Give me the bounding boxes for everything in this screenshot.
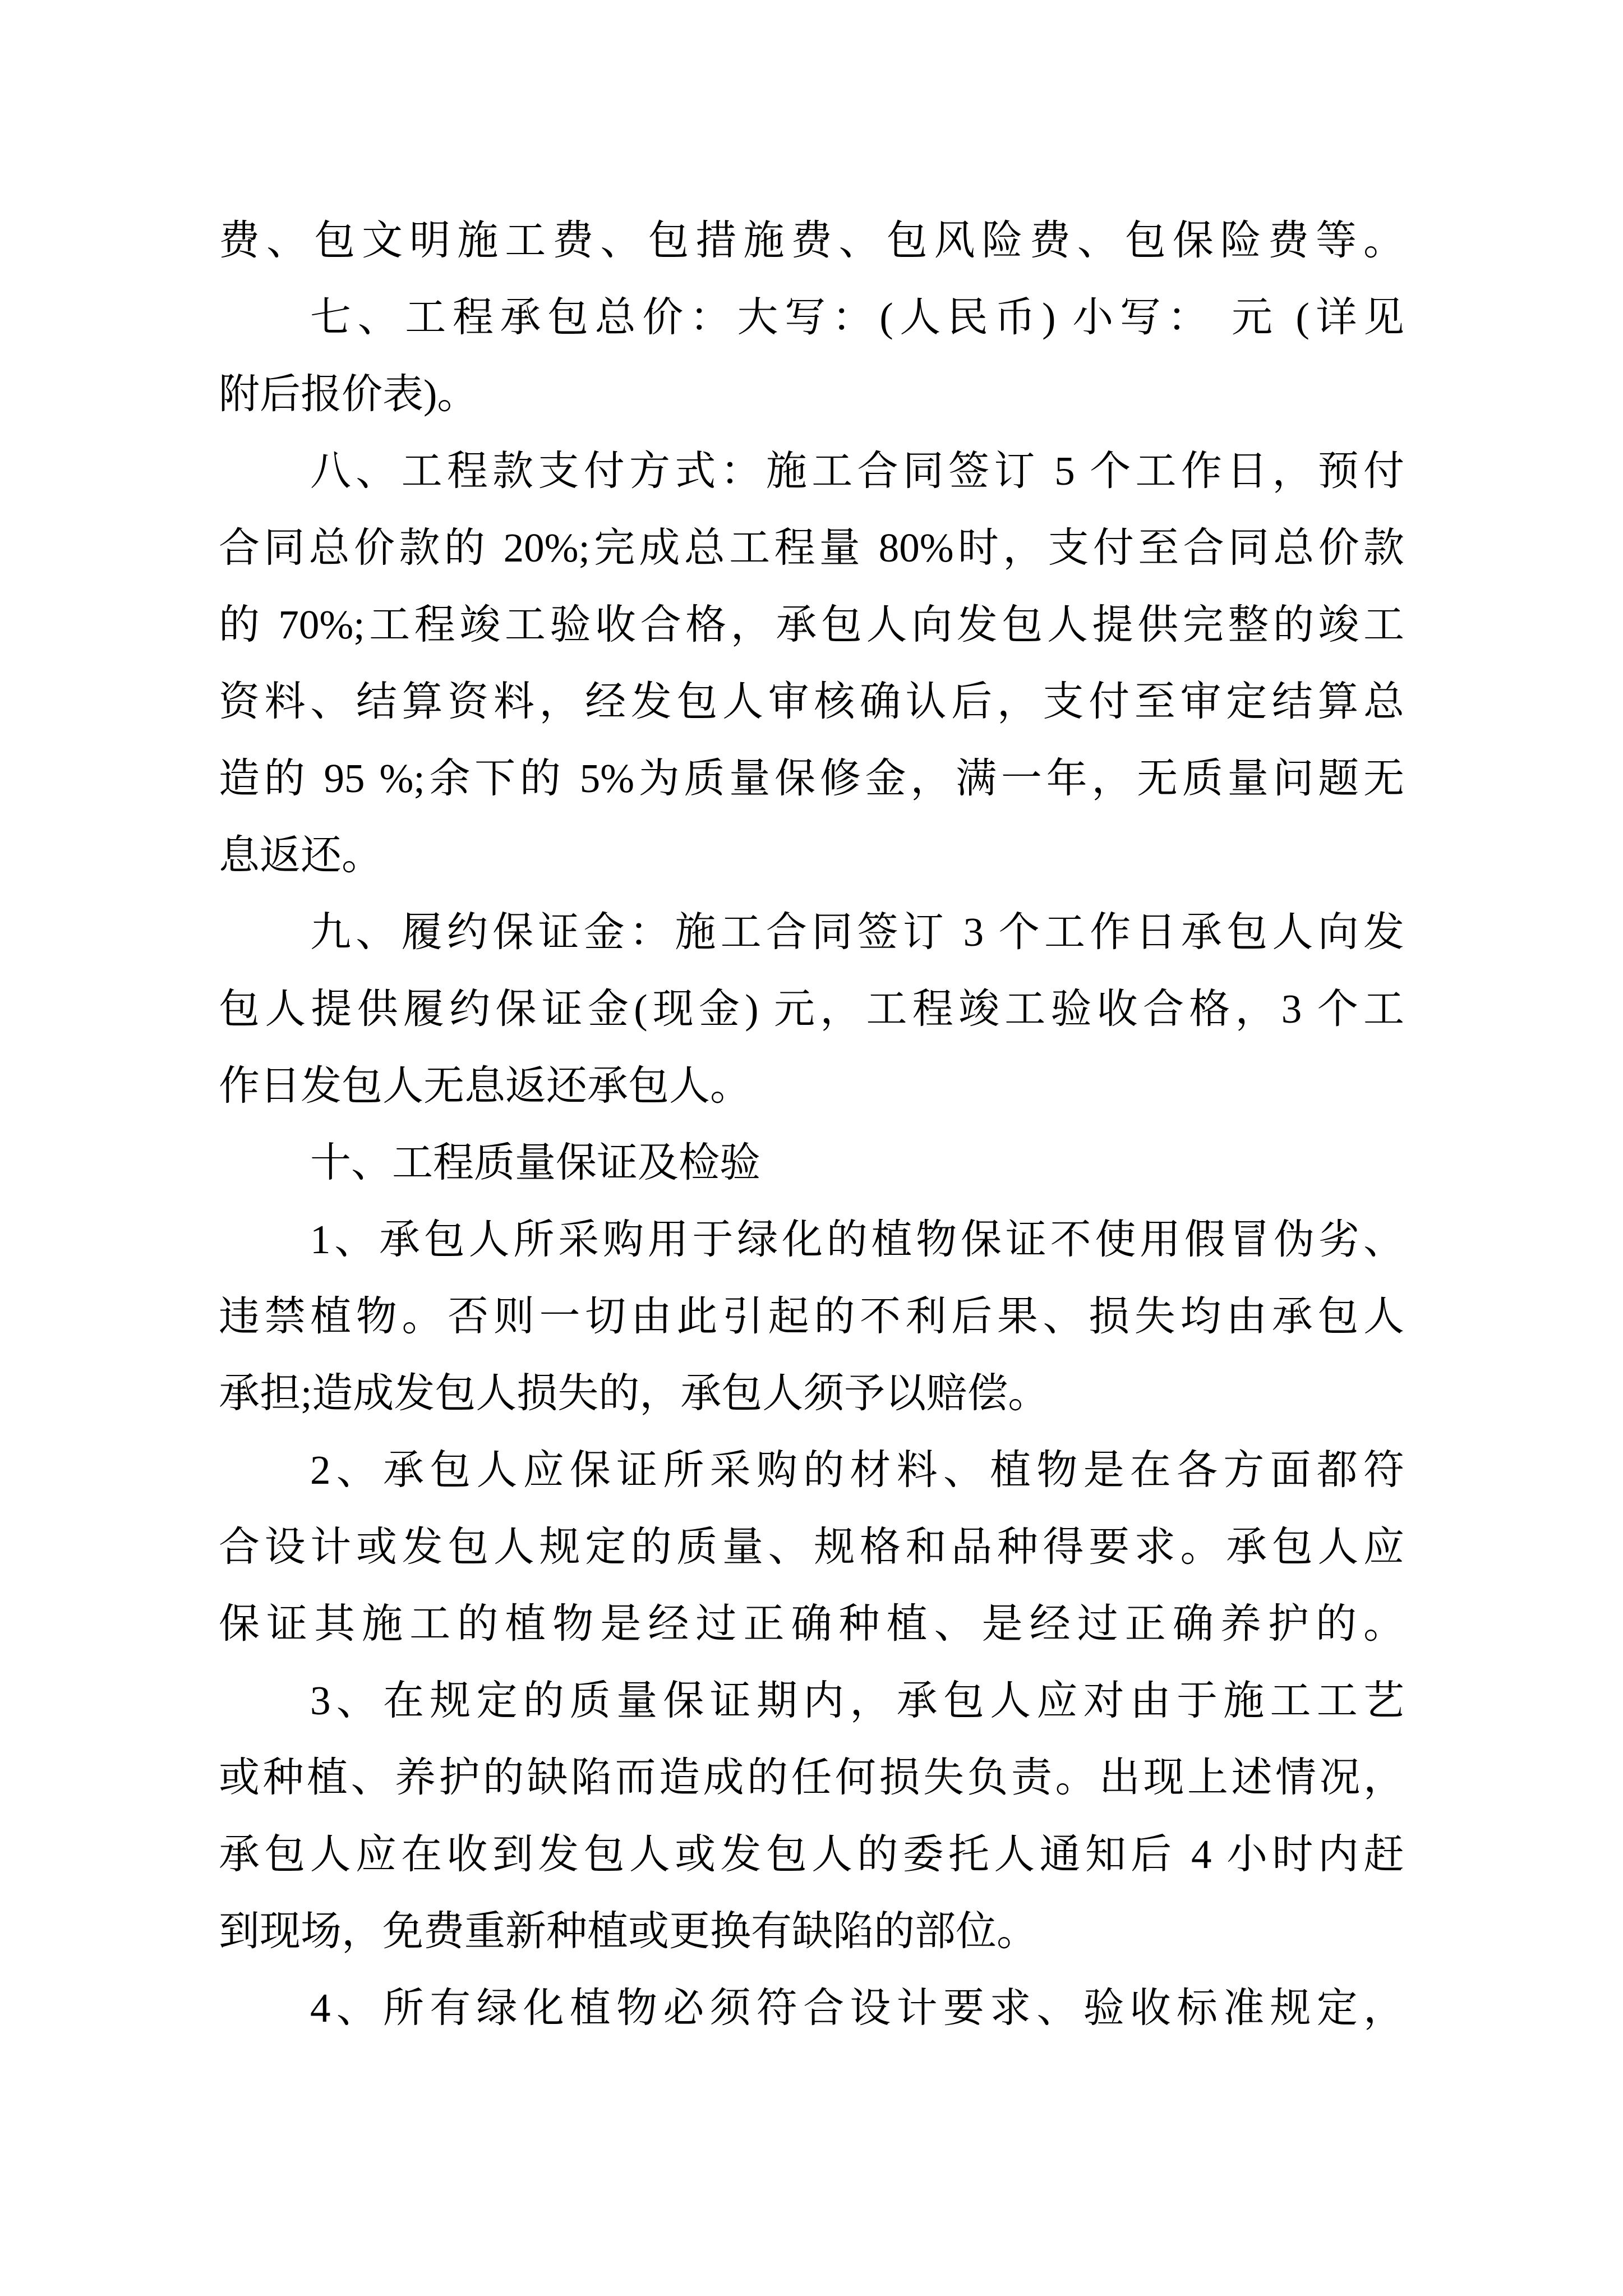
text-line: 违禁植物。否则一切由此引起的不利后果、损失均由承包人 (219, 1294, 1404, 1339)
text-line: 合设计或发包人规定的质量、规格和品种得要求。承包人应 (219, 1524, 1404, 1570)
text-line: 作日发包人无息返还承包人。 (219, 1063, 751, 1108)
contract-text (219, 202, 1404, 2046)
text-line: 到现场，免费重新种植或更换有缺陷的部位。 (219, 1908, 1038, 1954)
text-line: 的 70%;工程竣工验收合格，承包人向发包人提供完整的竣工 (219, 602, 1404, 647)
text-line: 3、在规定的质量保证期内，承包人应对由于施工工艺 (310, 1678, 1404, 1723)
text-line: 承包人应在收到发包人或发包人的委托人通知后 4 小时内赶 (219, 1832, 1404, 1877)
text-line: 附后报价表)。 (219, 371, 478, 417)
text-line: 或种植、养护的缺陷而造成的任何损失负责。出现上述情况， (219, 1755, 1404, 1800)
text-line: 九、履约保证金：施工合同签订 3 个工作日承包人向发 (310, 909, 1404, 955)
text-line: 合同总价款的 20%;完成总工程量 80%时，支付至合同总价款 (219, 525, 1404, 570)
text-line: 1、承包人所采购用于绿化的植物保证不使用假冒伪劣、 (310, 1217, 1404, 1262)
text-line: 承担;造成发包人损失的，承包人须予以赔偿。 (219, 1370, 1049, 1416)
text-line: 费、包文明施工费、包措施费、包风险费、包保险费等。 (219, 218, 1404, 263)
text-line: 十、工程质量保证及检验 (310, 1140, 760, 1185)
text-line: 4、所有绿化植物必须符合设计要求、验收标准规定， (310, 1985, 1404, 2031)
text-line: 七、工程承包总价：大写：(人民币) 小写： 元 (详见 (310, 295, 1404, 340)
text-line: 资料、结算资料，经发包人审核确认后，支付至审定结算总 (219, 679, 1404, 724)
text-line: 八、工程款支付方式：施工合同签订 5 个工作日，预付 (310, 448, 1404, 494)
text-line: 包人提供履约保证金(现金) 元，工程竣工验收合格，3 个工 (219, 986, 1404, 1032)
text-line: 息返还。 (219, 832, 382, 878)
text-line: 造的 95 %;余下的 5%为质量保修金，满一年，无质量问题无 (219, 756, 1404, 801)
text-line: 保证其施工的植物是经过正确种植、是经过正确养护的。 (219, 1601, 1404, 1646)
text-line: 2、承包人应保证所采购的材料、植物是在各方面都符 (310, 1447, 1404, 1493)
